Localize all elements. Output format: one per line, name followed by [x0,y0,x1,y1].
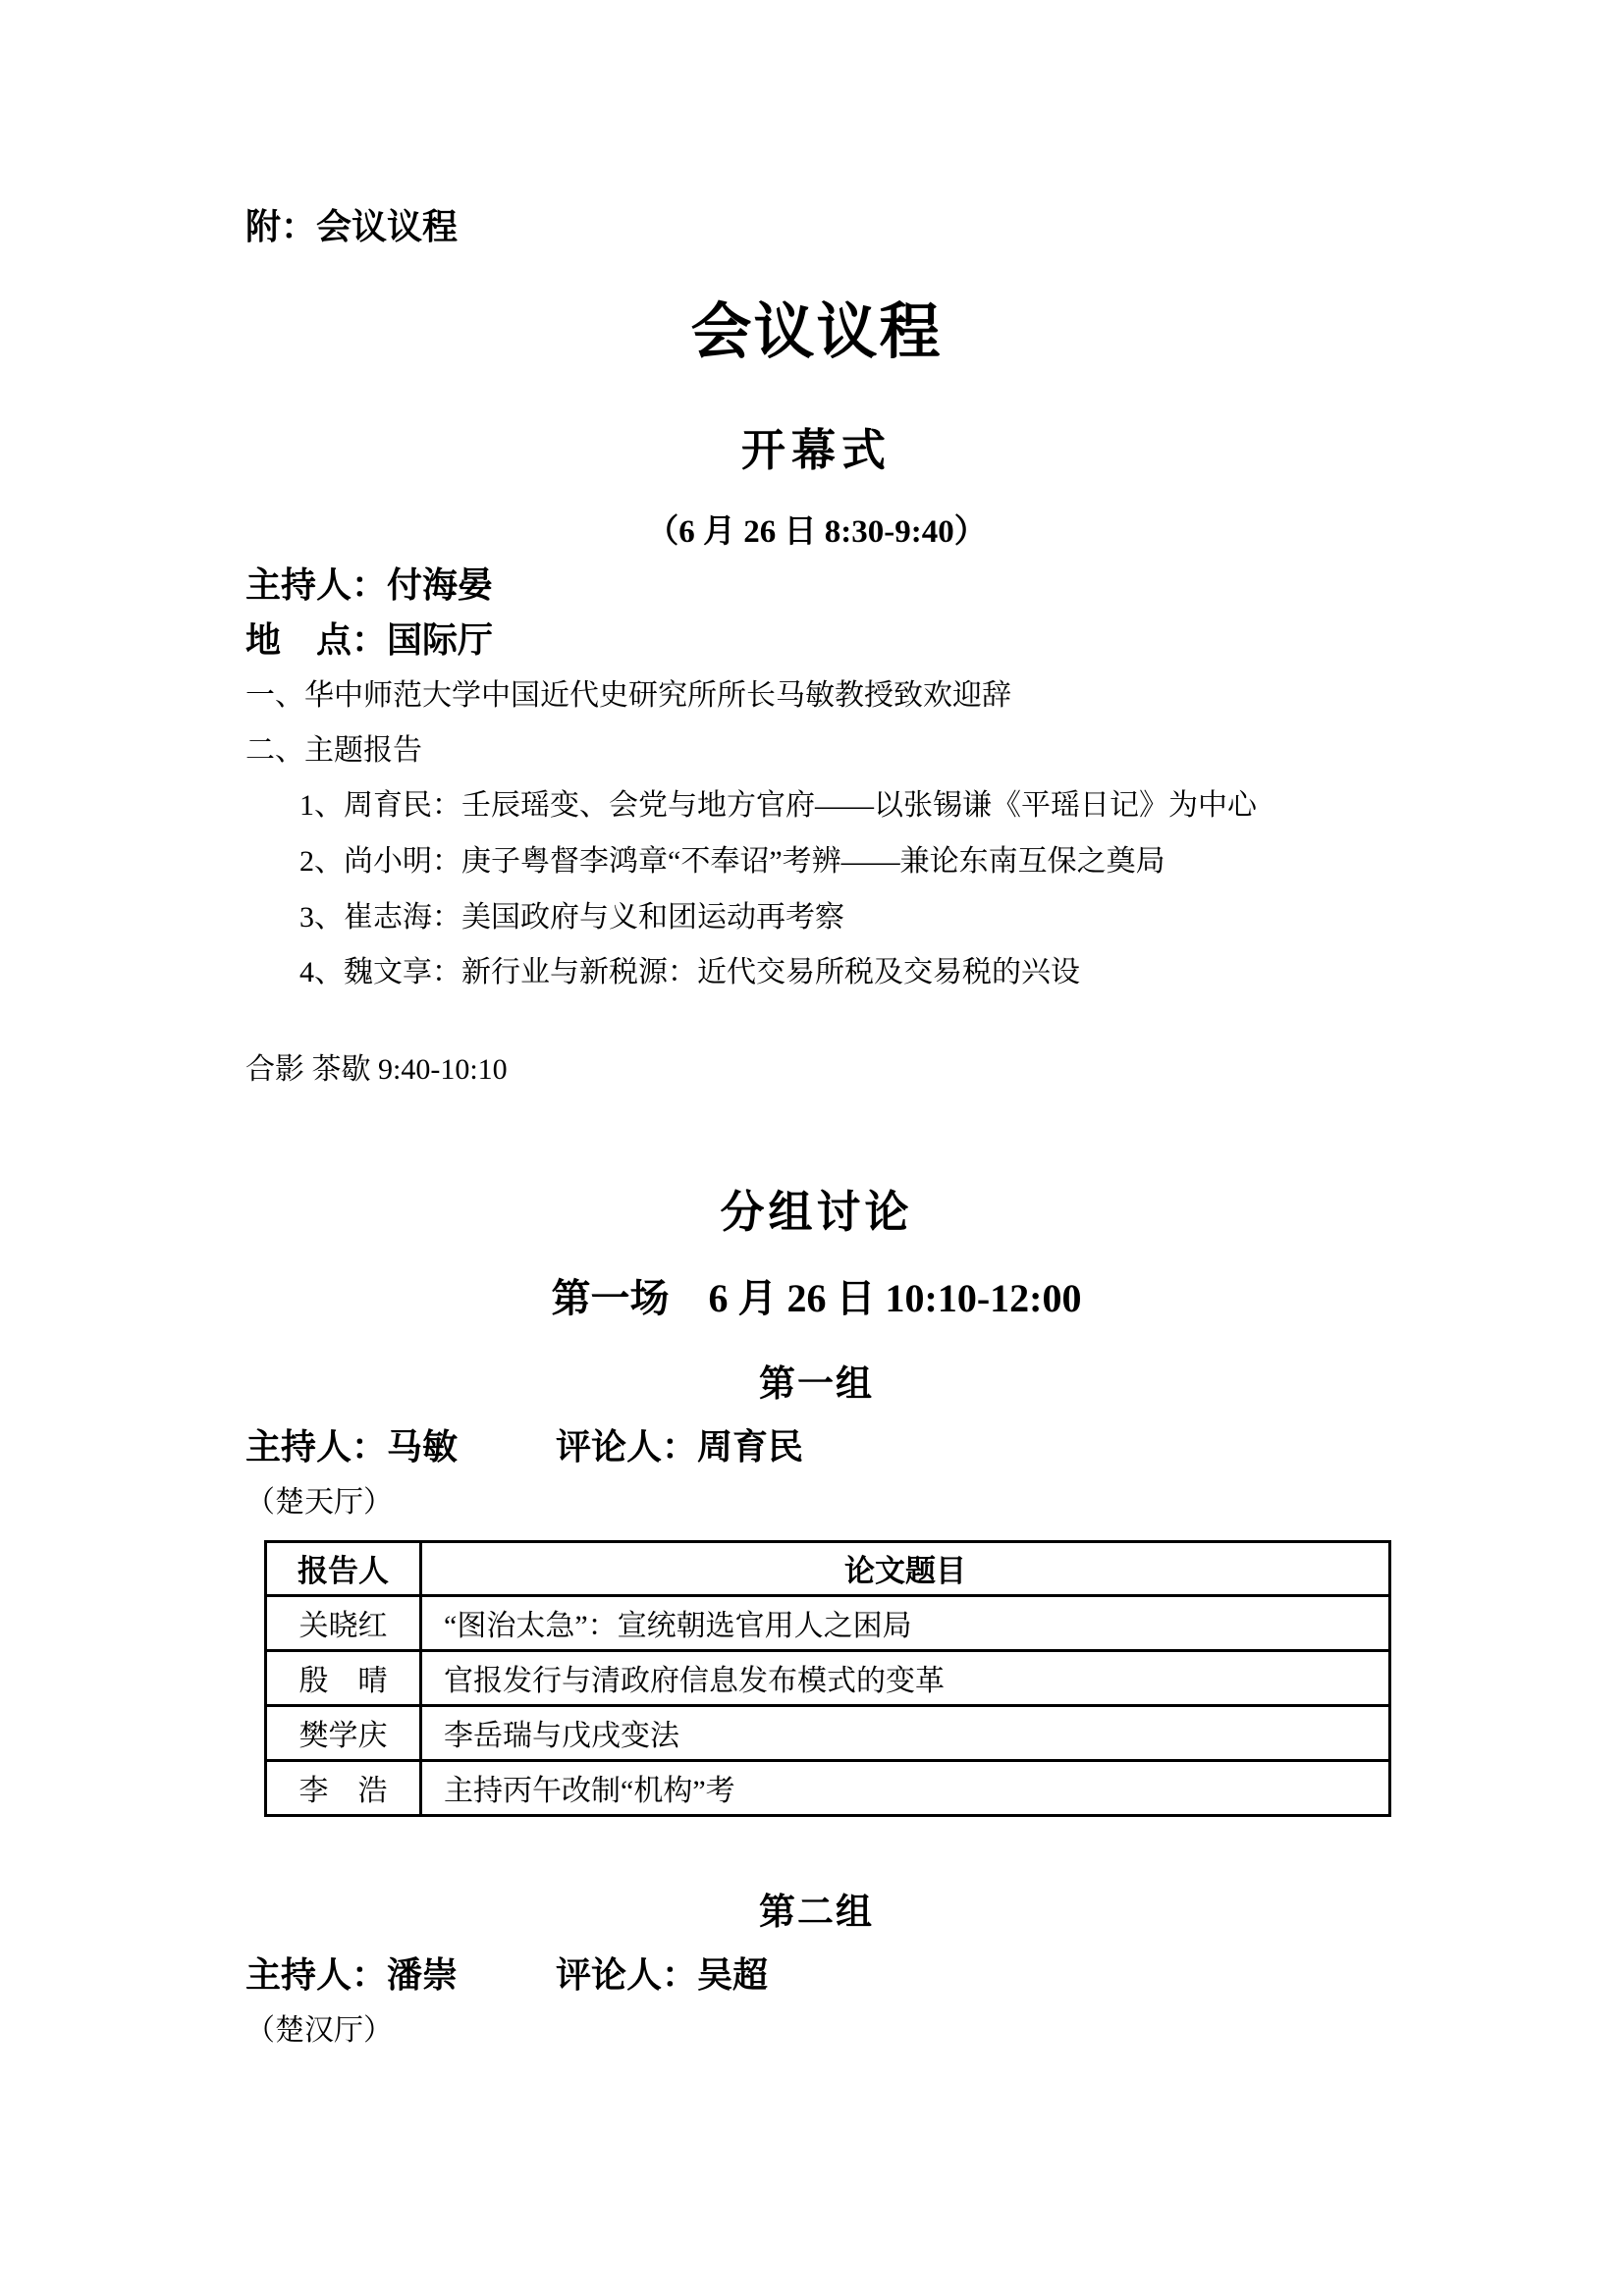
document-content [245,0,1387,2051]
paper-title: 官报发行与清政府信息发布模式的变革 [421,1650,1390,1705]
group-discussion-heading: 分组讨论 [720,1187,913,1237]
presenter-name: 樊学庆 [266,1705,421,1760]
opening-host-line: 主持人：付海晏 [245,564,494,605]
presenter-name: 关晓红 [266,1595,421,1650]
group-2-host-line [245,1952,1387,1999]
paper-title: 李岳瑞与戊戌变法 [421,1705,1390,1760]
group-2-host: 主持人：潘崇 [245,1954,459,1995]
group-1-commentator: 评论人：周育民 [556,1427,804,1468]
opening-ceremony-time: （6 月 26 日 8:30-9:40） [646,513,987,550]
paper-title: 主持丙午改制“机构”考 [421,1760,1390,1815]
opening-venue-line: 地 点：国际厅 [245,619,494,660]
group-1-venue: （楚天厅） [245,1485,393,1519]
group-1-heading: 第一组 [759,1364,874,1406]
attachment-label: 附：会议议程 [245,207,459,246]
agenda-item-welcome: 一、华中师范大学中国近代史研究所所长马敏教授致欢迎辞 [245,679,1011,713]
table-header-row [266,1541,1390,1595]
group-2-heading: 第二组 [759,1892,874,1933]
group-1-host-line [245,1424,1387,1470]
column-header-paper-title: 论文题目 [421,1541,1390,1595]
keynote-report-1: 1、周育民：壬辰瑶变、会党与地方官府——以张锡谦《平瑶日记》为中心 [299,788,1257,822]
paper-title: “图治太急”：宣统朝选官用人之困局 [421,1595,1390,1650]
photo-tea-break-note: 合影 茶歇 9:40-10:10 [245,1053,508,1087]
group-2-venue: （楚汉厅） [245,2013,393,2047]
keynote-report-4: 4、魏文享：新行业与新税源：近代交易所税及交易税的兴设 [299,956,1080,989]
document-title: 会议议程 [690,299,943,367]
table-row [266,1650,1390,1705]
keynote-report-3: 3、崔志海：美国政府与义和团运动再考察 [299,900,844,934]
column-header-presenter: 报告人 [266,1541,421,1595]
table-row [266,1705,1390,1760]
group-1-paper-table [264,1540,1391,1817]
presenter-name: 李 浩 [266,1760,421,1815]
keynote-report-2: 2、尚小明：庚子粤督李鸿章“不奉诏”考辨——兼论东南互保之奠局 [299,844,1165,878]
presenter-name: 殷 晴 [266,1650,421,1705]
opening-ceremony-heading: 开幕式 [740,425,892,475]
session-1-heading: 第一场 6 月 26 日 10:10-12:00 [551,1276,1082,1321]
group-2-commentator: 评论人：吴超 [556,1954,769,1995]
group-1-host: 主持人：马敏 [245,1427,459,1468]
table-row [266,1595,1390,1650]
agenda-item-keynotes: 二、主题报告 [245,734,422,768]
table-row [266,1760,1390,1815]
